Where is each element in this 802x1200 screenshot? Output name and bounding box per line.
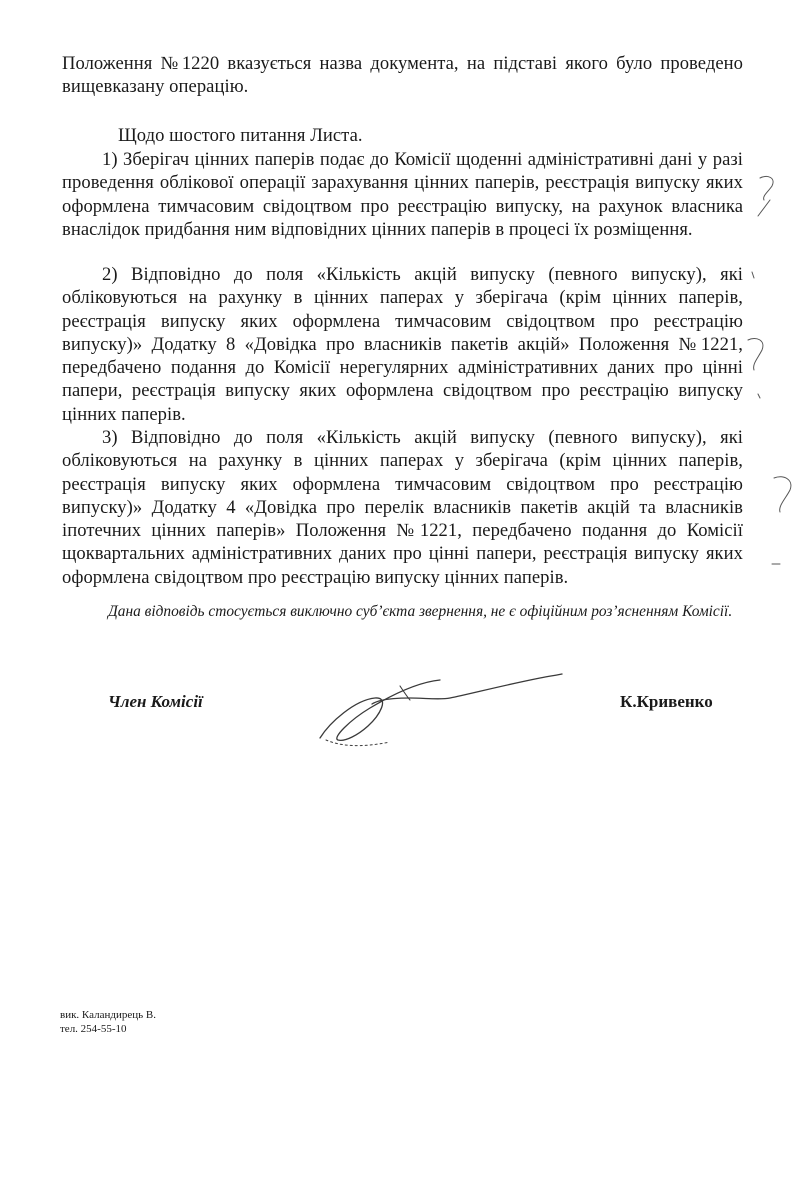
list-item-text: 3) Відповідно до поля «Кількість акцій випуску (певного випуску), які обліковуються на рахунку в цінних паперах у зберігача (крім цінних паперів, реєстрація випуску яких оформлена тимчасовим свідоцтвом про реєстрацію випуску)» Додатку 4 «Довідка про перелік власників пакетів акцій та власників іпотечних цінних паперів» Положення №1221, передбачено подання до Комісії щоквартальних адміністративних даних про цінні папери, реєстрація випуску яких оформлена свідоцтвом про реєстрацію випуску цінних паперів. [62,427,743,588]
section-heading [62,124,743,147]
disclaimer-paragraph [62,601,743,623]
margin-pencil-marks [740,160,802,600]
executor-info [60,1008,156,1036]
intro-text: Положення №1220 вказується назва документа, на підставі якого було проведено вищевказану операцію. [62,53,743,98]
disclaimer-text: Дана відповідь стосується виключно суб’єкта звернення, не є офіційним роз’ясненням Комісії. [108,603,733,620]
executor-name: вик. Каландирець В. [60,1009,156,1021]
list-item-1 [62,148,743,241]
list-item-text: 1) Зберігач цінних паперів подає до Комісії щоденні адміністративні дані у разі проведення облікової операції зарахування цінних паперів, реєстрація випуску яких оформлена тимчасовим свідоцтвом про реєстрацію випуску, на рахунок власника внаслідок придбання ним відповідних цінних паперів в процесі їх розміщення. [62,149,743,240]
list-item-text: 2) Відповідно до поля «Кількість акцій випуску (певного випуску), які обліковуються на рахунку в цінних паперах у зберігача (крім цінних паперів, реєстрація випуску яких оформлена тимчасовим свідоцтвом про реєстрацію випуску)» Додатку 8 «Довідка про власників пакетів акцій» Положення №1221, передбачено подання до Комісії нерегулярних адміністративних даних про цінні папери, реєстрація випуску яких оформлена свідоцтвом про реєстрацію випуску цінних паперів. [62,264,743,425]
signatory-name: К.Кривенко [620,692,713,711]
handwritten-signature [300,660,570,760]
list-item-2 [62,263,743,426]
list-item-3 [62,426,743,589]
signatory-position: Член Комісії [108,692,203,711]
executor-phone: тел. 254-55-10 [60,1023,127,1035]
intro-paragraph [62,52,743,99]
section-heading-text: Щодо шостого питання Листа. [118,125,363,146]
signature-block [0,690,802,750]
